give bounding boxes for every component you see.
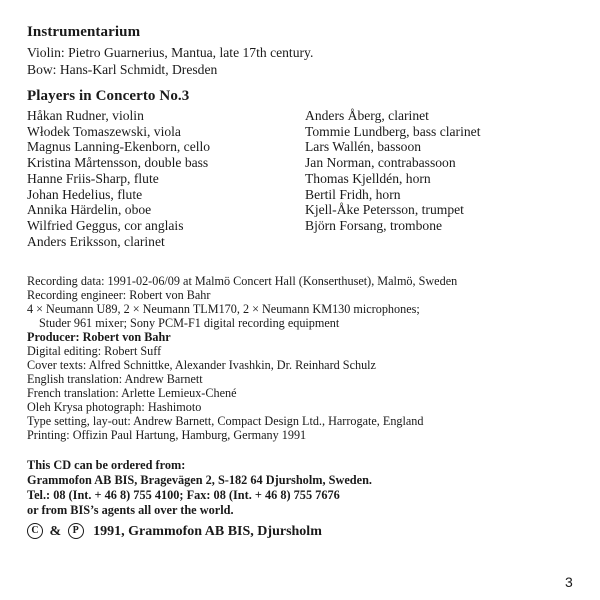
english-translation: English translation: Andrew Barnett	[27, 372, 203, 386]
copyright-line	[27, 524, 322, 540]
player-item: Björn Forsang, trombone	[305, 217, 443, 233]
recording-data: Recording data: 1991-02-06/09 at Malmö Concert Hall (Konserthuset), Malmö, Sweden	[27, 274, 458, 288]
copyright-symbol: C	[27, 523, 43, 539]
bow-line: Bow: Hans-Karl Schmidt, Dresden	[27, 62, 218, 77]
violin-line: Violin: Pietro Guarnerius, Mantua, late 17th century.	[27, 45, 314, 60]
player-item: Bertil Fridh, horn	[305, 186, 401, 202]
players-heading: Players in Concerto No.3	[27, 88, 190, 104]
digital-editing: Digital editing: Robert Suff	[27, 344, 162, 358]
ordering-line-2: Grammofon AB BIS, Bragevägen 2, S-182 64 Djursholm, Sweden.	[27, 473, 373, 487]
player-item: Kjell-Åke Petersson, trumpet	[305, 202, 464, 218]
ordering-line-4: or from BIS’s agents all over the world.	[27, 503, 234, 517]
player-item: Włodek Tomaszewski, viola	[27, 123, 181, 139]
ordering-line-3: Tel.: 08 (Int. + 46 8) 755 4100; Fax: 08 (Int. + 46 8) 755 7676	[27, 488, 340, 502]
player-item: Tommie Lundberg, bass clarinet	[305, 123, 481, 139]
copyright-ampersand: &	[49, 524, 62, 539]
player-item: Jan Norman, contrabassoon	[305, 155, 456, 171]
printing-credit: Printing: Offizin Paul Hartung, Hamburg, Germany 1991	[27, 428, 307, 442]
equipment-line-2: Studer 961 mixer; Sony PCM-F1 digital recording equipment	[39, 316, 340, 330]
recording-engineer: Recording engineer: Robert von Bahr	[27, 288, 211, 302]
player-item: Hanne Friis-Sharp, flute	[27, 170, 159, 186]
player-item: Håkan Rudner, violin	[27, 108, 144, 123]
ordering-line-1: This CD can be ordered from:	[27, 458, 186, 472]
player-item: Johan Hedelius, flute	[27, 186, 143, 202]
french-translation: French translation: Arlette Lemieux-Chené	[27, 386, 237, 400]
cover-texts: Cover texts: Alfred Schnittke, Alexander Ivashkin, Dr. Reinhard Schulz	[27, 358, 376, 372]
players-left-list	[27, 108, 210, 249]
player-item: Magnus Lanning-Ekenborn, cello	[27, 139, 211, 155]
players-right-list	[305, 108, 480, 234]
credits-block	[27, 274, 457, 442]
ordering-block	[27, 458, 372, 518]
phonogram-symbol: P	[68, 523, 84, 539]
player-item: Wilfried Geggus, cor anglais	[27, 217, 184, 233]
instrumentarium-heading: Instrumentarium	[27, 24, 141, 40]
player-item: Thomas Kjelldén, horn	[305, 170, 431, 186]
photograph-credit: Oleh Krysa photograph: Hashimoto	[27, 400, 202, 414]
player-item: Kristina Mårtensson, double bass	[27, 155, 209, 171]
player-item: Anders Eriksson, clarinet	[27, 233, 165, 249]
player-item: Anders Åberg, clarinet	[305, 108, 429, 123]
typesetting-credit: Type setting, lay-out: Andrew Barnett, Compact Design Ltd., Harrogate, England	[27, 414, 424, 428]
copyright-text: 1991, Grammofon AB BIS, Djursholm	[93, 524, 322, 539]
player-item: Annika Härdelin, oboe	[27, 202, 152, 218]
equipment-line-1: 4 × Neumann U89, 2 × Neumann TLM170, 2 × Neumann KM130 microphones;	[27, 302, 420, 316]
producer: Producer: Robert von Bahr	[27, 330, 171, 344]
page-number: 3	[565, 574, 573, 590]
player-item: Lars Wallén, bassoon	[305, 139, 422, 155]
